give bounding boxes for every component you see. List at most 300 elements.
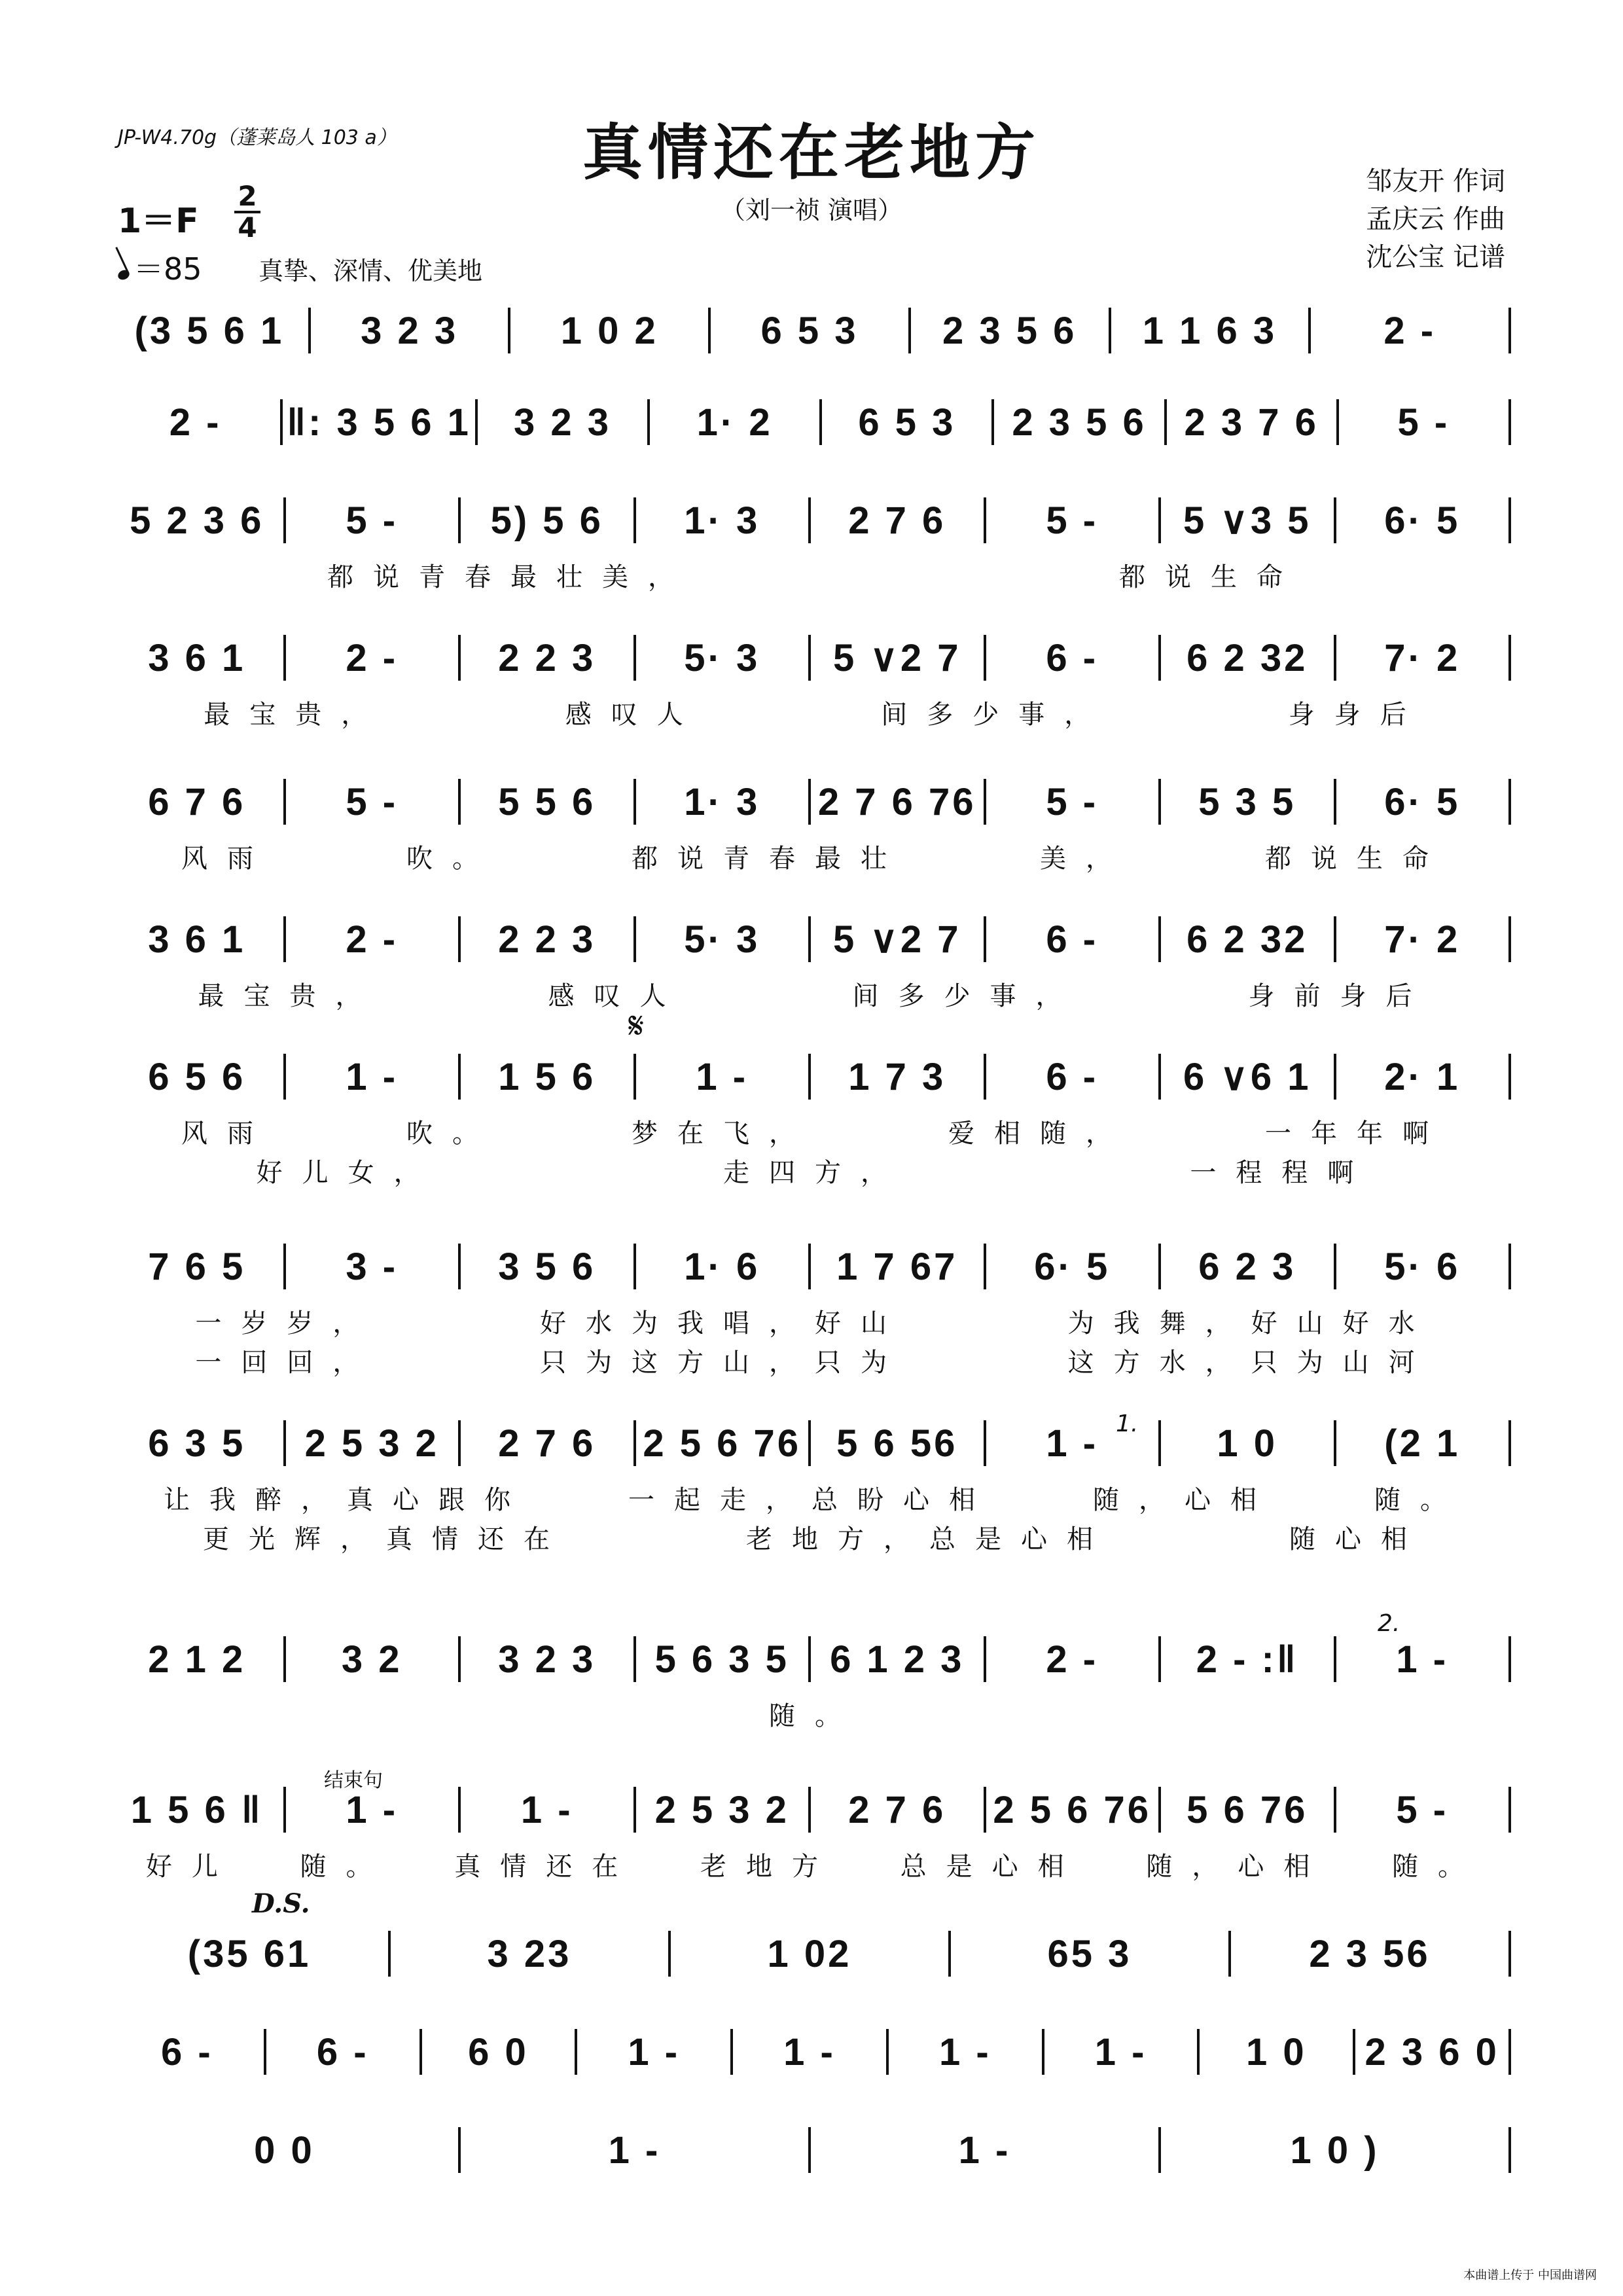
measure: 2 -	[169, 401, 222, 444]
barline	[1508, 2029, 1511, 2075]
barline	[633, 916, 636, 962]
lyric-segment: 身前身后	[1248, 980, 1432, 1011]
lyric-segment: 总是心相	[900, 1851, 1084, 1882]
barline	[1158, 635, 1161, 681]
barline	[991, 399, 994, 445]
measure: 1 0	[1246, 2030, 1307, 2073]
notes-line	[115, 772, 1515, 831]
measure: 1· 2	[696, 401, 773, 444]
barline	[633, 1420, 636, 1466]
measure: 5 2 3 6	[130, 499, 264, 542]
barline	[886, 2029, 889, 2075]
measure: 1 -	[346, 1788, 399, 1831]
notes-line	[115, 491, 1515, 550]
lyricist-credit: 邹友开 作词	[1366, 166, 1505, 196]
lyrics-verse-1	[115, 836, 1515, 876]
lyric-segment: 好儿	[145, 1851, 238, 1882]
measure: 2 - :‖	[1196, 1638, 1298, 1681]
score-code: JP-W4.70g（蓬莱岛人 103 a）	[118, 126, 397, 149]
lyric-segment: 最宝贵，	[198, 980, 382, 1011]
barline	[283, 1636, 286, 1682]
lyrics-verse-1	[115, 1301, 1515, 1340]
barline	[808, 1787, 811, 1833]
barline	[1158, 497, 1161, 543]
measure: 3 2 3	[513, 401, 611, 444]
barline	[633, 1787, 636, 1833]
measure: 2 2 3	[498, 918, 596, 961]
lyric-segment: 真情还在	[454, 1851, 638, 1882]
measure: 1· 3	[684, 499, 760, 542]
tempo-marking	[118, 245, 202, 289]
barline	[1334, 635, 1336, 681]
barline	[458, 1054, 461, 1100]
barline	[419, 2029, 422, 2075]
measure: 5 -	[1396, 1788, 1449, 1831]
measure: 2 3 56	[1309, 1932, 1431, 1975]
measure: 5 ∨3 5	[1183, 499, 1311, 542]
barline	[458, 635, 461, 681]
notes-line	[115, 1047, 1515, 1106]
performer-subtitle: （刘一祯 演唱）	[720, 196, 903, 224]
notes-line	[115, 1414, 1515, 1473]
barline	[1228, 1931, 1231, 1977]
measure: 6 -	[1046, 918, 1099, 961]
measure: 1· 6	[684, 1245, 760, 1288]
barline	[633, 1054, 636, 1100]
lyrics-verse-2	[115, 1340, 1515, 1380]
measure: 1 5 6 ‖	[130, 1788, 263, 1831]
barline	[1197, 2029, 1200, 2075]
key-signature: 1＝F	[118, 202, 199, 241]
barline	[475, 399, 478, 445]
barline	[283, 1054, 286, 1100]
page-title: 真情还在老地方	[582, 117, 1041, 188]
barline	[283, 1420, 286, 1466]
barline	[283, 1244, 286, 1289]
credits-block	[1366, 162, 1505, 276]
barline	[458, 1244, 461, 1289]
measure: 2 5 6 76	[643, 1422, 802, 1465]
barline	[1508, 1787, 1511, 1833]
lyric-segment: 一起走，总盼心相	[628, 1484, 995, 1515]
barline	[808, 497, 811, 543]
barline	[633, 1636, 636, 1682]
lyric-segment: 随。	[1374, 1484, 1466, 1515]
measure: 6 2 3	[1198, 1245, 1296, 1288]
barline	[730, 2029, 733, 2075]
second-ending-label: 2.	[1378, 1610, 1400, 1637]
measure: 3 2 3	[361, 309, 459, 352]
measure: 6 -	[161, 2030, 213, 2073]
notes-line	[115, 1630, 1515, 1689]
measure: 1 -	[1094, 2030, 1147, 2073]
barline	[1164, 399, 1167, 445]
lyric-segment: 只为这方山，只为	[539, 1347, 906, 1378]
measure: 2 3 7 6	[1184, 401, 1319, 444]
barline	[808, 1420, 811, 1466]
measure: 5 -	[1046, 780, 1099, 823]
measure: 1 -	[628, 2030, 681, 2073]
measure: 3 23	[487, 1932, 572, 1975]
barline	[1158, 779, 1161, 825]
barline	[1508, 1244, 1511, 1289]
measure: 2 7 6	[498, 1422, 596, 1465]
barline	[1508, 1420, 1511, 1466]
lyrics-verse-1	[115, 1694, 1515, 1733]
measure: 1 -	[1046, 1422, 1099, 1465]
lyrics-verse-1	[115, 555, 1515, 594]
barline	[1334, 1054, 1336, 1100]
lyric-segment: 让我醉，真心跟你	[164, 1484, 530, 1515]
barline	[458, 779, 461, 825]
measure: 3 5 6	[498, 1245, 596, 1288]
measure: 5 5 6	[498, 780, 596, 823]
lyric-segment: 感叹人	[565, 699, 703, 730]
measure: 1 0	[1217, 1422, 1278, 1465]
measure: 1 -	[346, 1055, 399, 1098]
barline	[1042, 2029, 1044, 2075]
lyric-segment: 为我舞，好山好水	[1067, 1308, 1435, 1338]
barline	[984, 1636, 986, 1682]
barline	[1334, 1787, 1336, 1833]
lyric-segment: 随，心相	[1093, 1484, 1276, 1515]
time-sig-top: 2	[238, 180, 257, 212]
measure: 6 5 6	[148, 1055, 246, 1098]
barline	[1508, 916, 1511, 962]
barline	[283, 779, 286, 825]
measure: ‖: 3 5 6 1	[287, 401, 471, 444]
first-ending-label: 1.	[1116, 1410, 1139, 1437]
measure: 5) 5 6	[490, 499, 603, 542]
measure: 5· 3	[684, 918, 760, 961]
measure: 7 6 5	[148, 1245, 246, 1288]
barline	[1158, 1054, 1161, 1100]
score-system	[115, 1414, 1515, 1577]
measure: 0 0	[254, 2128, 315, 2172]
expression-marking: 真挚、深情、优美地	[259, 257, 483, 285]
barline	[1334, 1636, 1336, 1682]
measure: 6· 5	[1384, 780, 1461, 823]
notes-line	[115, 1924, 1515, 1983]
barline	[1508, 308, 1511, 353]
measure: 6 -	[316, 2030, 369, 2073]
measure: 3 -	[346, 1245, 399, 1288]
barline	[1508, 2127, 1511, 2173]
barline	[283, 635, 286, 681]
composer-credit: 孟庆云 作曲	[1366, 204, 1505, 234]
lyric-segment: 都说生命	[1119, 562, 1302, 592]
barline	[633, 779, 636, 825]
time-sig-bottom: 4	[234, 211, 260, 242]
notes-line	[115, 393, 1515, 452]
barline	[633, 1244, 636, 1289]
lyric-segment: 随心相	[1289, 1524, 1427, 1554]
measure: (3 5 6 1	[134, 309, 285, 352]
lyric-segment: 风雨	[181, 843, 273, 874]
measure: 3 6 1	[148, 636, 246, 679]
measure: 6 0	[468, 2030, 529, 2073]
measure: 1 7 3	[848, 1055, 946, 1098]
lyric-segment: 老地方，总是心相	[746, 1524, 1113, 1554]
barline	[1158, 1787, 1161, 1833]
barline	[984, 1054, 986, 1100]
tempo-value: ＝85	[134, 251, 202, 287]
measure: 2· 1	[1384, 1055, 1461, 1098]
measure: 6 -	[1046, 1055, 1099, 1098]
measure: 2 7 6	[848, 499, 946, 542]
measure: 2 1 2	[148, 1638, 246, 1681]
measure: 5· 3	[684, 636, 760, 679]
barline	[458, 1787, 461, 1833]
measure: 3 2 3	[498, 1638, 596, 1681]
measure: 5 -	[346, 499, 399, 542]
measure: 2 7 6	[848, 1788, 946, 1831]
lyric-segment: 爱相随，	[948, 1118, 1132, 1149]
lyrics-verse-2	[115, 1151, 1515, 1190]
barline	[908, 308, 911, 353]
barline	[984, 635, 986, 681]
lyric-segment: 走四方，	[722, 1157, 906, 1188]
barline	[948, 1931, 951, 1977]
lyric-segment: 间多少事，	[881, 699, 1111, 730]
measure: 6 2 32	[1186, 918, 1308, 961]
measure: 3 6 1	[148, 918, 246, 961]
barline	[283, 916, 286, 962]
measure: 1 0 )	[1290, 2128, 1380, 2172]
notes-line	[115, 1237, 1515, 1296]
coda-label: 结束句	[324, 1769, 383, 1792]
measure: 2 2 3	[498, 636, 596, 679]
quarter-note-icon	[116, 268, 131, 281]
measure: 65 3	[1047, 1932, 1132, 1975]
barline	[283, 1787, 286, 1833]
measure: 2 3 6 0	[1364, 2030, 1499, 2073]
barline	[984, 1787, 986, 1833]
notes-line	[115, 2022, 1515, 2081]
measure: 2 3 5 6	[942, 309, 1077, 352]
measure: 6· 5	[1384, 499, 1461, 542]
measure: (35 61	[187, 1932, 312, 1975]
measure: 5 -	[346, 780, 399, 823]
barline	[458, 2127, 461, 2173]
measure: 2 5 3 2	[654, 1788, 789, 1831]
barline	[1334, 779, 1336, 825]
barline	[808, 1636, 811, 1682]
lyric-segment: 梦在飞，	[632, 1118, 815, 1149]
barline	[1334, 1420, 1336, 1466]
score-system	[115, 2121, 1515, 2284]
transcriber-credit: 沈公宝 记谱	[1366, 242, 1505, 272]
barline	[984, 497, 986, 543]
barline	[819, 399, 822, 445]
barline	[575, 2029, 577, 2075]
measure: 6 2 32	[1186, 636, 1308, 679]
measure: 6 -	[1046, 636, 1099, 679]
measure: 1 0 2	[560, 309, 658, 352]
notes-line	[115, 301, 1515, 360]
barline	[808, 1244, 811, 1289]
measure: 2 5 3 2	[304, 1422, 439, 1465]
lyrics-verse-1	[115, 974, 1515, 1013]
lyric-segment: 吹。	[406, 1118, 498, 1149]
measure: 1 02	[767, 1932, 852, 1975]
measure: 6 1 2 3	[830, 1638, 965, 1681]
barline	[458, 497, 461, 543]
lyrics-verse-2	[115, 1517, 1515, 1556]
barline	[1158, 916, 1161, 962]
measure: 1 -	[938, 2030, 991, 2073]
lyric-segment: 都说青春最壮	[632, 843, 906, 874]
ds-marking: D.S.	[252, 1888, 310, 1919]
measure: 5 6 56	[836, 1422, 958, 1465]
measure: 2 -	[346, 636, 399, 679]
barline	[1334, 497, 1336, 543]
barline	[984, 916, 986, 962]
notes-line	[115, 2121, 1515, 2179]
measure: 1· 3	[684, 780, 760, 823]
measure: 5 ∨2 7	[833, 637, 961, 679]
lyric-segment: 一年年啊	[1265, 1118, 1448, 1149]
lyric-segment: 感叹人	[548, 980, 686, 1011]
segno-sign: 𝄋	[628, 1005, 645, 1047]
lyric-segment: 好水为我唱，好山	[539, 1308, 906, 1338]
lyric-segment: 这方水，只为山河	[1067, 1347, 1435, 1378]
barline	[1308, 308, 1311, 353]
lyric-segment: 好儿女，	[256, 1157, 440, 1188]
measure: 2 -	[346, 918, 399, 961]
measure: 3 2	[341, 1638, 402, 1681]
lyric-segment: 更光辉，真情还在	[203, 1524, 569, 1554]
barline	[1508, 399, 1511, 445]
barline	[633, 497, 636, 543]
measure: 2 3 5 6	[1012, 401, 1147, 444]
barline	[808, 1054, 811, 1100]
measure: (2 1	[1384, 1422, 1461, 1465]
barline	[808, 779, 811, 825]
barline	[1109, 308, 1111, 353]
barline	[508, 308, 510, 353]
measure: 6· 5	[1034, 1245, 1111, 1288]
measure: 5 -	[1046, 499, 1099, 542]
barline	[647, 399, 650, 445]
measure: 7· 2	[1384, 918, 1461, 961]
notes-line	[115, 910, 1515, 969]
barline	[388, 1931, 391, 1977]
lyric-segment: 随。	[1392, 1851, 1484, 1882]
measure: 6 5 3	[760, 309, 859, 352]
measure: 5· 6	[1384, 1245, 1461, 1288]
measure: 1 -	[696, 1055, 749, 1098]
score-system	[115, 1780, 1515, 1944]
measure: 6 ∨6 1	[1183, 1056, 1311, 1098]
barline	[668, 1931, 671, 1977]
measure: 5 ∨2 7	[833, 918, 961, 961]
barline	[1336, 399, 1339, 445]
measure: 1 7 67	[836, 1245, 958, 1288]
barline	[808, 635, 811, 681]
measure: 6 3 5	[148, 1422, 246, 1465]
barline	[1508, 635, 1511, 681]
barline	[1508, 1931, 1511, 1977]
lyrics-verse-1	[115, 692, 1515, 732]
measure: 1 5 6	[498, 1055, 596, 1098]
score-system	[115, 1047, 1515, 1211]
score-system	[115, 1237, 1515, 1401]
measure: 1 -	[608, 2128, 661, 2172]
barline	[808, 2127, 811, 2173]
time-signature	[234, 182, 260, 242]
measure: 7· 2	[1384, 636, 1461, 679]
barline	[1508, 1054, 1511, 1100]
score-system	[115, 628, 1515, 792]
lyric-segment: 间多少事，	[852, 980, 1082, 1011]
lyric-segment: 随，心相	[1146, 1851, 1330, 1882]
barline	[1508, 497, 1511, 543]
barline	[264, 2029, 266, 2075]
measure: 1 -	[958, 2128, 1011, 2172]
barline	[458, 1636, 461, 1682]
barline	[1353, 2029, 1355, 2075]
barline	[708, 308, 711, 353]
lyric-segment: 都说青春最壮美，	[327, 562, 694, 592]
barline	[984, 1420, 986, 1466]
barline	[1158, 2127, 1161, 2173]
barline	[280, 399, 283, 445]
measure: 1 -	[520, 1788, 573, 1831]
measure: 5 6 76	[1186, 1788, 1308, 1831]
barline	[984, 779, 986, 825]
barline	[1334, 916, 1336, 962]
lyrics-verse-1	[115, 1478, 1515, 1517]
barline	[1508, 779, 1511, 825]
lyric-segment: 吹。	[406, 843, 498, 874]
notes-line	[115, 628, 1515, 687]
barline	[1158, 1636, 1161, 1682]
measure: 5 -	[1397, 401, 1450, 444]
barline	[1158, 1244, 1161, 1289]
lyric-segment: 一回回，	[195, 1347, 379, 1378]
measure: 6 7 6	[148, 780, 246, 823]
lyric-segment: 随。	[300, 1851, 392, 1882]
measure: 2 5 6 76	[993, 1788, 1152, 1831]
barline	[633, 635, 636, 681]
barline	[458, 1420, 461, 1466]
lyrics-verse-1	[115, 1111, 1515, 1151]
lyrics-verse-1	[115, 1844, 1515, 1884]
measure: 5 6 3 5	[654, 1638, 789, 1681]
barline	[1158, 1420, 1161, 1466]
barline	[308, 308, 311, 353]
lyric-segment: 老地方	[700, 1851, 838, 1882]
measure: 1 -	[783, 2030, 836, 2073]
footer-note: 本曲谱上传于 中国曲谱网	[1463, 2269, 1597, 2282]
barline	[1508, 1636, 1511, 1682]
barline	[808, 916, 811, 962]
measure: 5 3 5	[1198, 780, 1296, 823]
lyric-segment: 一岁岁，	[195, 1308, 379, 1338]
measure: 2 -	[1046, 1638, 1099, 1681]
lyric-segment: 最宝贵，	[204, 699, 387, 730]
lyric-segment: 身身后	[1288, 699, 1426, 730]
barline	[458, 916, 461, 962]
lyric-segment: 随。	[769, 1700, 861, 1731]
barline	[984, 1244, 986, 1289]
lyric-segment: 风雨	[181, 1118, 273, 1149]
measure: 2 7 6 76	[817, 780, 976, 823]
measure: 6 5 3	[858, 401, 956, 444]
measure: 1 -	[1396, 1638, 1449, 1681]
lyric-segment: 都说生命	[1265, 843, 1448, 874]
